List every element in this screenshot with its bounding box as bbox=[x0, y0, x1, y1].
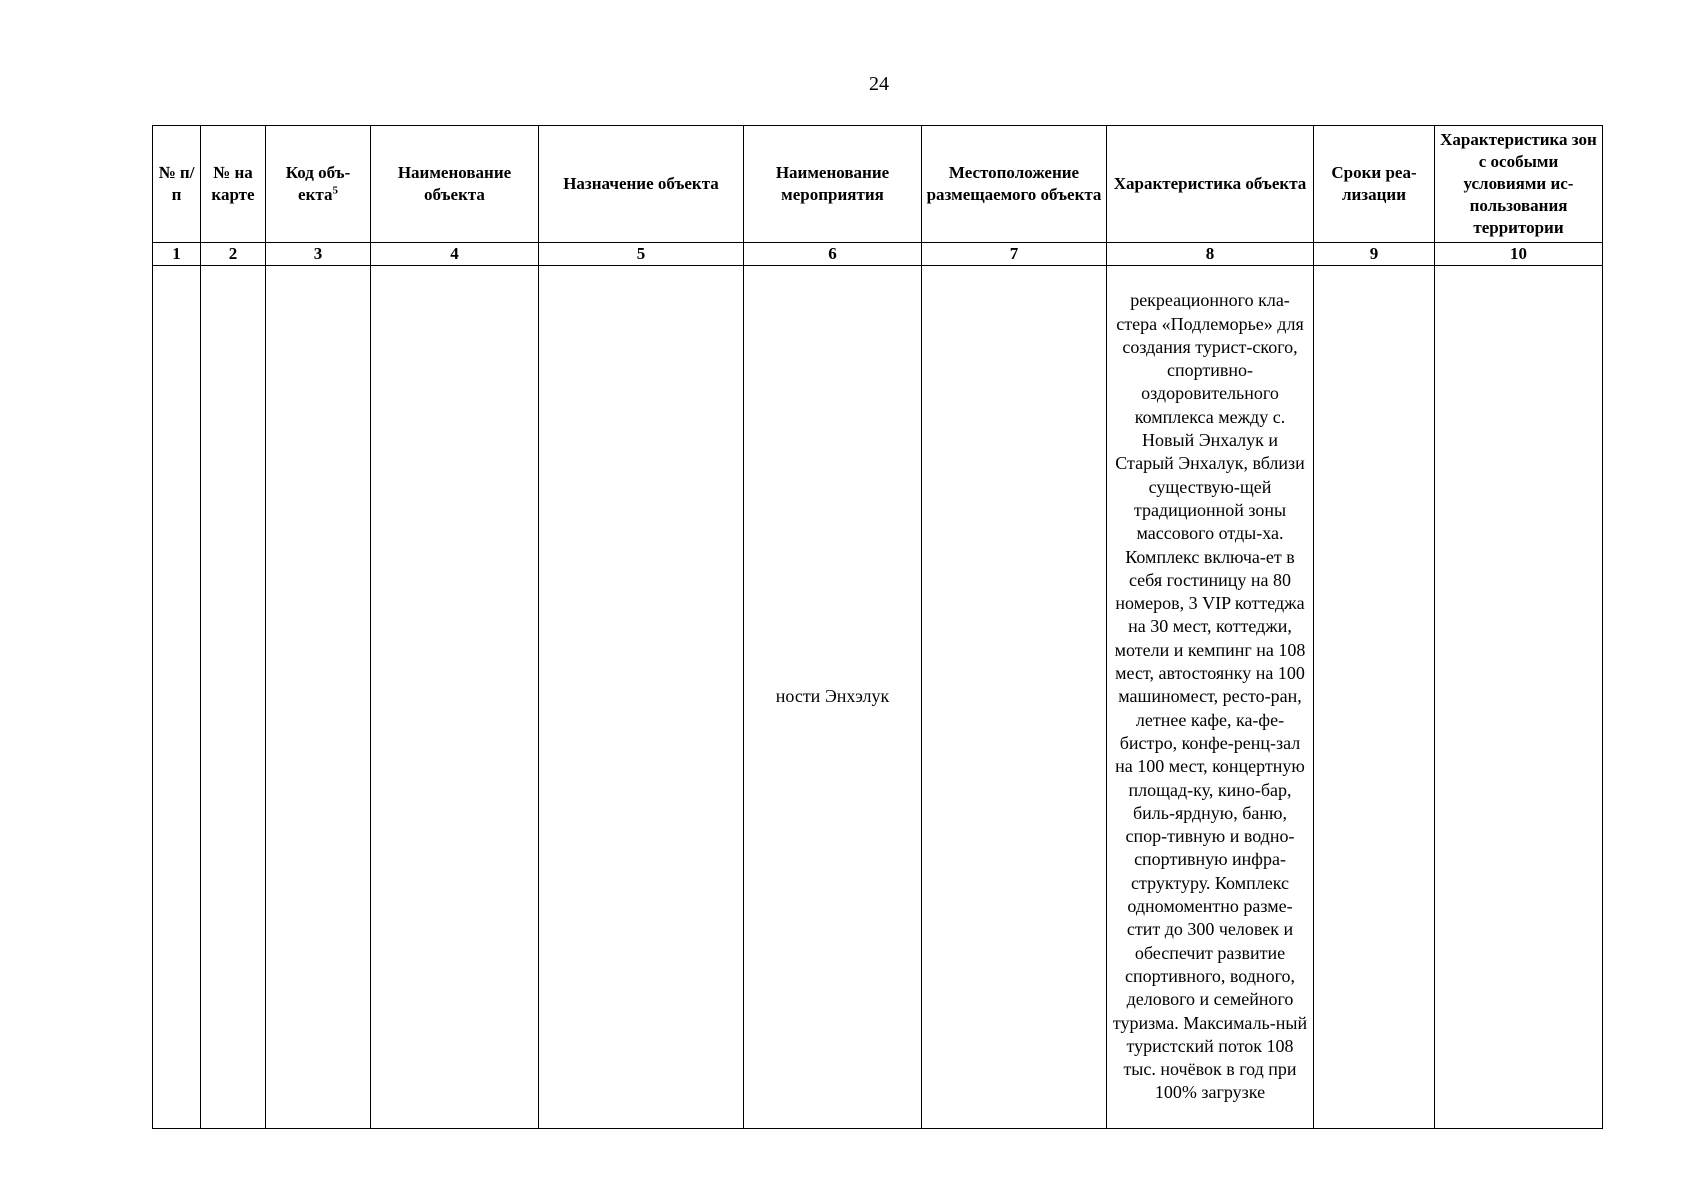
objects-table bbox=[152, 125, 1603, 1129]
cell-characteristics bbox=[1107, 266, 1314, 1129]
cell-number bbox=[153, 266, 201, 1129]
table-row bbox=[153, 266, 1603, 1129]
cell-object-code bbox=[266, 266, 371, 1129]
column-numbers-row bbox=[153, 243, 1603, 266]
header-number: № п/п bbox=[153, 126, 201, 243]
header-object-code bbox=[266, 126, 371, 243]
column-number: 8 bbox=[1107, 243, 1314, 266]
cell-zones bbox=[1435, 266, 1603, 1129]
column-number: 9 bbox=[1314, 243, 1435, 266]
header-deadlines: Сроки реа-лизации bbox=[1314, 126, 1435, 243]
header-location: Местоположение размещаемого объекта bbox=[922, 126, 1107, 243]
cell-map-number bbox=[201, 266, 266, 1129]
header-zones: Характеристика зон с особыми условиями ис-пользования территории bbox=[1435, 126, 1603, 243]
header-object-purpose: Назначение объекта bbox=[539, 126, 744, 243]
header-map-number: № на карте bbox=[201, 126, 266, 243]
column-number: 7 bbox=[922, 243, 1107, 266]
header-object-name: Наименование объекта bbox=[371, 126, 539, 243]
column-number: 10 bbox=[1435, 243, 1603, 266]
cell-event-name: ности Энхэлук bbox=[744, 266, 922, 1129]
page-number: 24 bbox=[869, 73, 889, 95]
column-number: 2 bbox=[201, 243, 266, 266]
characteristics-text: рекреационного кла-стера «Подлеморье» для создания турист-ского, спортивно-оздоровительного комплекса между с. Новый Энхалук и Старый Энхалук, вблизи существую-щей традиционной зоны массового отды-ха. Комплекс включа-ет в себя гостиницу на 80 номеров, 3 VIP коттеджа на 30 мест, коттеджи, мотели и кемпинг на 108 мест, автостоянку на 100 машиномест, ресто-ран, летнее кафе, ка-фе-бистро, конфе-ренц-зал на 100 мест, концертную площад-ку, кино-бар, биль-ярдную, баню, спор-тивную и водно-спортивную инфра-структуру. Комплекс одномоментно разме-стит до 300 человек и обеспечит развитие спортивного, водного, делового и семейного туризма. Максималь-ный туристский поток 108 тыс. ночёвок в год при 100% загрузке bbox=[1112, 290, 1308, 1103]
table-header-row bbox=[153, 126, 1603, 243]
column-number: 1 bbox=[153, 243, 201, 266]
header-event-name: Наименование мероприятия bbox=[744, 126, 922, 243]
cell-location bbox=[922, 266, 1107, 1129]
footnote-marker: 5 bbox=[332, 184, 338, 197]
column-number: 4 bbox=[371, 243, 539, 266]
column-number: 3 bbox=[266, 243, 371, 266]
cell-object-name bbox=[371, 266, 539, 1129]
cell-object-purpose bbox=[539, 266, 744, 1129]
column-number: 6 bbox=[744, 243, 922, 266]
column-number: 5 bbox=[539, 243, 744, 266]
header-object-code-text: Код объ-екта bbox=[285, 163, 351, 204]
header-characteristics: Характеристика объекта bbox=[1107, 126, 1314, 243]
cell-deadlines bbox=[1314, 266, 1435, 1129]
